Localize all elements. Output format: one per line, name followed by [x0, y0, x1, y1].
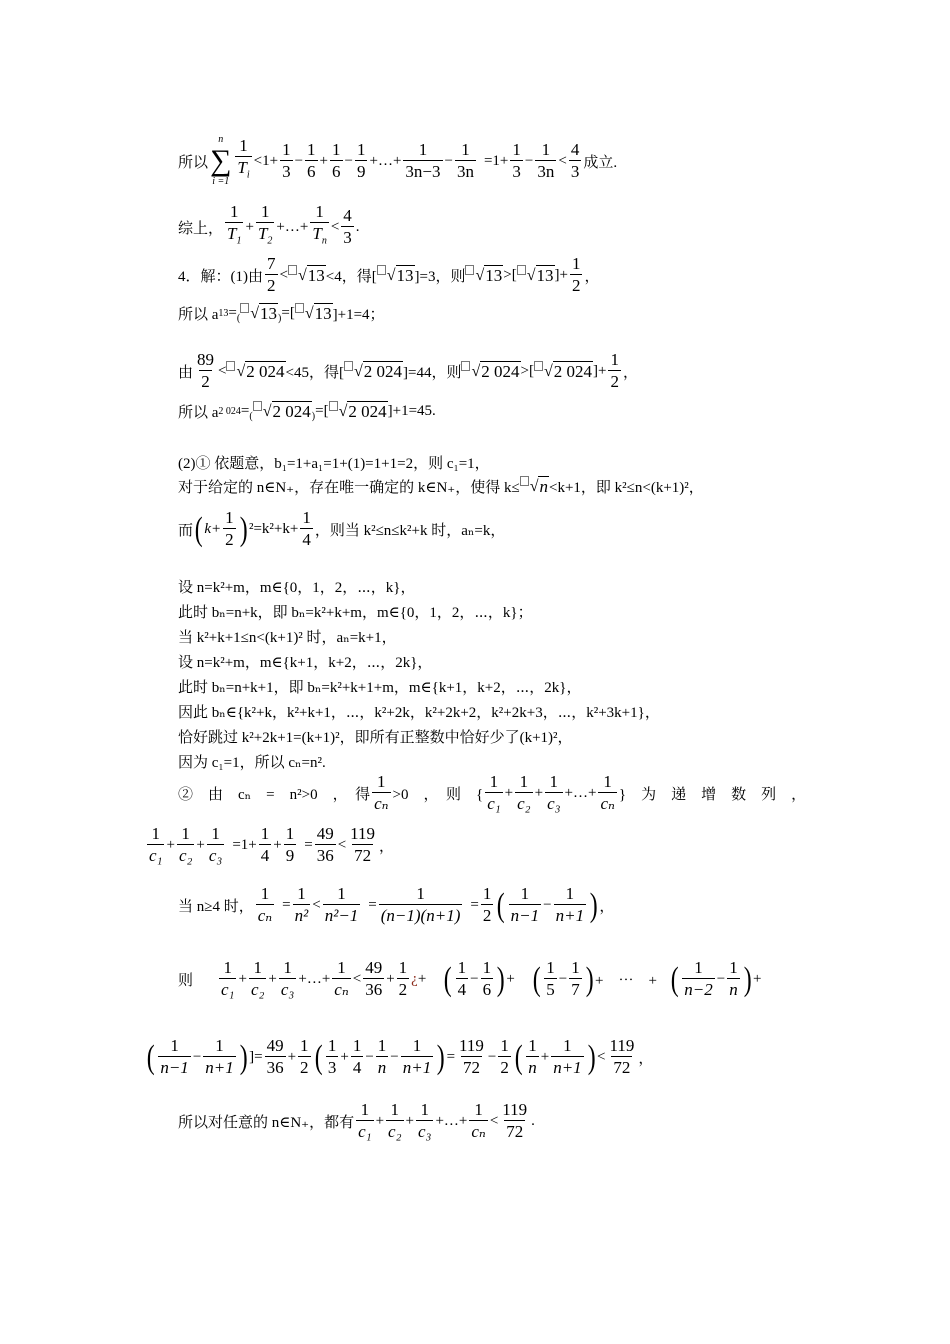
line-telescoping-result: ( 1 n−1 − $\frac{1}{n+1}$ ) ]= $\frac{49}{36}$ + $\frac{1}{2}$ ( 1 3 + $\frac{1}{4}$ − $\frac{1}{n}$ − $\frac{1}{n+1}$ ) = $\frac{119}{72}$ − $\frac{1}{2}$ ( 1 n + $\frac{1}{n+1}$ ) < 119 72 ， [146, 1036, 654, 1077]
line-final-conclusion: 所以对任意的 n∈N₊，都有 1 c₁ + $\frac{1}{\text{c₂}}$ + $\frac{1}{\text{c₃}}$ +…+ $\frac{1}{\text{cₙ}}$ < 119 72 . [178, 1100, 535, 1141]
fraction: $\frac{1}{\text{cₙ}}$ [600, 772, 615, 813]
fraction: 1 c₁ [487, 772, 501, 813]
fraction: $\frac{1}{3n}$ [537, 139, 555, 181]
line-part2-start: (2)① 依题意，b₁=1+a₁=1+(1)=1+1=2，则 c₁=1， [178, 456, 490, 472]
line-problem4-part1: 4．解：(1)由 7 2 < √ 13 <4，得[ √ 13 ]=3，则 √ 13 >[ √ 13 ]+ $\frac{1}{2}$ ， [178, 254, 600, 295]
line-text: 此时 bₙ=n+k，即 bₙ=k²+k+m，m∈{0，1，2，⋯，k}； [178, 605, 533, 621]
fraction: $\frac{1}{6}$ [482, 958, 492, 999]
fraction: 4 3 [343, 205, 352, 247]
fraction: 1 n−1 [160, 1036, 189, 1077]
fraction: $\frac{1}{2}$ [610, 350, 619, 391]
fraction: 1 n−2 [684, 958, 713, 999]
text: <1+ [253, 152, 279, 169]
fraction: $\frac{1}{4}$ [260, 824, 270, 865]
fraction: 1 n [528, 1036, 537, 1077]
fraction: 89 2 [197, 350, 215, 391]
fraction: $\frac{1}{n+1}$ [555, 884, 585, 925]
fraction: 119 72 [609, 1036, 635, 1077]
line-part2-increasing: ② 由 cₙ = n²>0 ， 得 1 cₙ >0 ， 则 { 1 c₁ + $\frac{1}{\text{c₂}}$ + $\frac{1}{\text{c₃}}$ +…+ $\frac{1}{\text{cₙ}}$ } 为 递 增 数 列 ， [178, 772, 807, 813]
cube-root: √ 2 024 [226, 361, 285, 382]
line-text: 因此 bₙ∈{k²+k，k²+k+1，⋯，k²+2k，k²+2k+2，k²+2k+3，⋯，k²+3k+1}， [178, 705, 660, 721]
cube-root: √ 13 [295, 303, 333, 324]
fraction: $\frac{1}{\text{c₂}}$ [250, 958, 265, 999]
fraction: $\frac{1}{(n-1)(n+1)}$ [380, 884, 461, 925]
fraction: 4 3 [570, 139, 580, 181]
line-k-half-square: 而 ( k+ $\frac{1}{2}$ ) ²=k²+k+ $\frac{1}{4}$ ，则当 k²≤n≤k²+k 时，aₙ=k， [178, 508, 506, 549]
line-given-n: 对于给定的 n∈N₊，存在唯一确定的 k∈N₊，使得 k≤ √ n <k+1，即 k²≤n<(k+1)²， [178, 477, 704, 496]
fraction: 1 c₁ [221, 958, 235, 999]
fraction: $\frac{1}{4}$ [302, 508, 311, 549]
fraction: $\frac{1}{9}$ [356, 139, 366, 181]
line-first-three: 1 c₁ + $\frac{1}{\text{c₂}}$ + $\frac{1}{\text{c₃}}$ =1+ $\frac{1}{4}$ + $\frac{1}{9}$ = $\frac{49}{36}$ < 119 72 ， [149, 824, 395, 865]
line-text: 恰好跳过 k²+2k+1=(k+1)²，即所有正整数中恰好少了(k+1)²， [178, 730, 573, 746]
line-a2024: 所以 a 2 024 = ( √ 2 024 ) =[ √ 2 024 ]+1=45. [178, 402, 436, 422]
fraction: 1 $T_1$ [225, 202, 243, 252]
text: 所以 [178, 154, 209, 171]
cube-root: √ 13 [377, 265, 415, 286]
fraction: $\frac{1}{2}$ [500, 1036, 509, 1077]
fraction: $\frac{1}{n+1}$ [402, 1036, 432, 1077]
fraction: $\frac{1}{n}$ [729, 958, 738, 999]
fraction: $\frac{1}{\text{c₃}}$ [280, 958, 295, 999]
cube-root: √ 2 024 [329, 401, 388, 422]
fraction: $\frac{1}{\text{c₂}}$ [178, 824, 193, 865]
fraction: $\frac{1}{\text{c₂}}$ [517, 772, 531, 813]
fraction: $\frac{1}{\text{cₙ}}$ [334, 958, 349, 999]
line-text: 设 n=k²+m，m∈{0，1，2，⋯，k}， [178, 580, 416, 596]
line-text: 设 n=k²+m，m∈{k+1，k+2，⋯，2k}， [178, 655, 433, 671]
fraction: $\frac{1}{T_n}$ [310, 202, 328, 252]
cube-root: √ 2 024 [253, 401, 312, 422]
sigma-symbol: n ∑ i =1 [210, 134, 232, 187]
fraction: $\frac{1}{T_2}$ [256, 202, 274, 252]
line-2024-bounds: 由 89 2 < √ 2 024 <45，得[ √ 2 024 ]=44，则 √ 2 024 >[ √ 2 024 ]+ $\frac{1}{2}$ ， [178, 350, 638, 391]
line-text: 当 k²+k+1≤n<(k+1)² 时，aₙ=k+1， [178, 630, 397, 646]
fraction: $\frac{1}{3n}$ [456, 139, 474, 181]
fraction: 1 $T_i$ [235, 136, 251, 186]
line-conclusion: 综上， 1 $T_1$ + $\frac{1}{T_2}$ +…+ $\frac{1}{T_n}$ < 4 3 . [178, 202, 360, 252]
fraction: 1 5 [546, 958, 555, 999]
fraction: $\frac{1}{\text{c₂}}$ [388, 1100, 402, 1141]
fraction: 119 72 [502, 1100, 528, 1141]
fraction: 1 c₁ [149, 824, 163, 865]
fraction: $\frac{1}{3}$ [512, 139, 521, 181]
fraction: $\frac{1}{6}$ [332, 139, 341, 181]
fraction: 1 n−1 [510, 884, 540, 925]
fraction: $\frac{1}{9}$ [285, 824, 295, 865]
line-sum-inequality: 所以 n ∑ i =1 1 $T_i$ <1+ $\frac{1}{3}$ − $\frac{1}{6}$ + $\frac{1}{6}$ − $\frac{1}{9}$ +…+ $\frac{1}{3n-3}$ − $\frac{1}{3n}$ =1+ $\frac{1}{3}$ − $\frac{1}{3n}$ < 4 3 成立. [178, 134, 618, 187]
fraction: $\frac{1}{2}$ [398, 958, 408, 999]
fraction: $\frac{49}{36}$ [266, 1036, 284, 1077]
fraction: $\frac{1}{3n-3}$ [405, 139, 441, 181]
cube-root: √ 2 024 [461, 361, 520, 382]
square-root: √ n [520, 476, 549, 497]
cube-root: √ 2 024 [534, 361, 593, 382]
fraction: 1 c₁ [358, 1100, 372, 1141]
fraction: 119 72 [350, 824, 376, 865]
fraction: $\frac{1}{2}$ [225, 508, 234, 549]
fraction: 49 36 [365, 958, 383, 999]
fraction: 1 3 [327, 1036, 337, 1077]
fraction: $\frac{1}{6}$ [307, 139, 316, 181]
line-telescoping: 则 1 c₁ + $\frac{1}{\text{c₂}}$ + $\frac{1}{\text{c₃}}$ +…+ $\frac{1}{\text{cₙ}}$ < 49 36 + $\frac{1}{2}$ ¿ + ( 1 4 − $\frac{1}{6}$ ) + ( 1 5 − $\frac{1}{7}$ ) + ⋯ + ( 1 n−2 − $\frac{1}{n}$ ) + [178, 958, 762, 999]
fraction: $\frac{1}{\text{cₙ}}$ [471, 1100, 486, 1141]
line-a13: 所以 a 13 = ( √ 13 ) =[ √ 13 ]+1=4； [178, 304, 385, 324]
fraction: $\frac{1}{n}$ [377, 1036, 387, 1077]
fraction: $\frac{1}{3}$ [282, 139, 291, 181]
fraction: $\frac{49}{36}$ [316, 824, 334, 865]
fraction: $\frac{1}{4}$ [352, 1036, 362, 1077]
fraction: 7 2 [267, 254, 276, 295]
cube-root: √ 2 024 [344, 361, 403, 382]
fraction: $\frac{1}{2}$ [571, 254, 581, 295]
fraction: 1 4 [457, 958, 467, 999]
fraction: $\frac{1}{\text{n²−1}}$ [324, 884, 359, 925]
sigma-lower: i =1 [212, 176, 230, 187]
sigma-upper: n [218, 134, 224, 145]
line-text: 因为 c₁=1，所以 cₙ=n². [178, 755, 326, 771]
fraction: $\frac{1}{2}$ [482, 884, 492, 925]
garbled-glyph: ¿ [411, 971, 418, 987]
fraction: $\frac{1}{2}$ [300, 1036, 309, 1077]
fraction: $\frac{1}{\text{c₃}}$ [208, 824, 223, 865]
line-n-geq-4: 当 n≥4 时， $\frac{1}{\text{cₙ}}$ = $\frac{1}{\text{n²}}$ < $\frac{1}{\text{n²−1}}$ = $\frac{1}{(n-1)(n+1)}$ = $\frac{1}{2}$ ( 1 n−1 − $\frac{1}{n+1}$ ) ， [178, 884, 615, 925]
fraction: $\frac{1}{\text{c₃}}$ [547, 772, 561, 813]
fraction: $\frac{1}{\text{n²}}$ [294, 884, 309, 925]
cube-root: √ 13 [240, 303, 278, 324]
line-text: 此时 bₙ=n+k+1，即 bₙ=k²+k+1+m，m∈{k+1，k+2，⋯，2k}， [178, 680, 582, 696]
fraction: $\frac{1}{n+1}$ [205, 1036, 234, 1077]
cube-root: √ 13 [465, 265, 503, 286]
fraction: $\frac{1}{\text{c₃}}$ [417, 1100, 432, 1141]
cube-root: √ 13 [288, 265, 326, 286]
fraction: $\frac{1}{7}$ [571, 958, 580, 999]
fraction: $\frac{119}{72}$ [459, 1036, 484, 1077]
fraction: $\frac{1}{n+1}$ [553, 1036, 582, 1077]
fraction: 1 cₙ [374, 772, 389, 813]
cube-root: √ 13 [517, 265, 555, 286]
fraction: $\frac{1}{\text{cₙ}}$ [257, 884, 273, 925]
